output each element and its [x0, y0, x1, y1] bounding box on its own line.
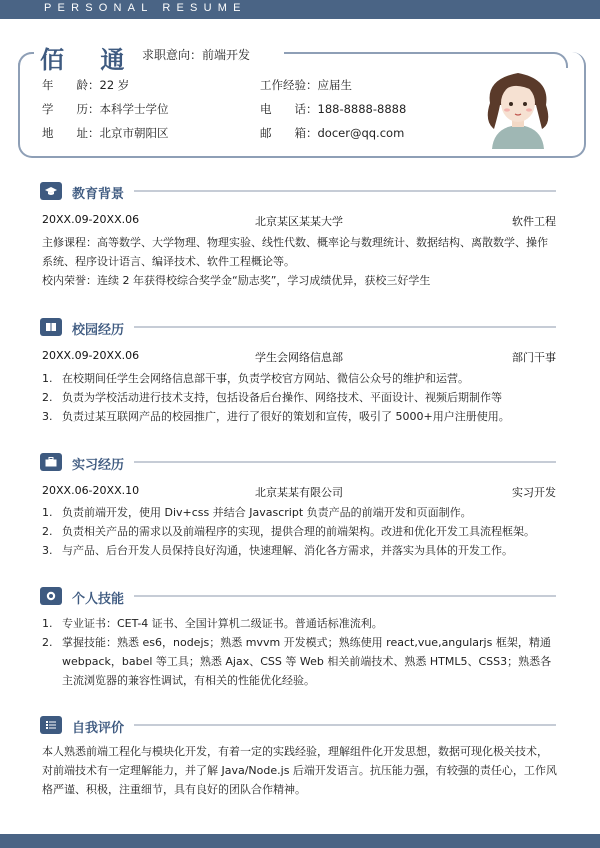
list-text: 与产品、后台开发人员保持良好沟通，快速理解、消化各方需求，并落实为具体的开发工作。 [62, 544, 513, 557]
avatar [476, 65, 560, 149]
campus-title: 校园经历 [72, 323, 125, 338]
education-courses: 主修课程：高等数学、大学物理、物理实验、线性代数、概率论与数理统计、数据结构、离散数学、操作系统、程序设计语言、编译技术、软件工程概论等。 [42, 236, 548, 268]
email-field [260, 125, 404, 141]
list-item [42, 541, 558, 560]
candidate-name: 佰 通 [40, 45, 139, 74]
address-label: 地 址： [42, 126, 100, 140]
medal-icon [40, 587, 62, 605]
book-icon [40, 318, 62, 336]
education-field [42, 101, 169, 117]
education-label: 学 历： [42, 102, 100, 116]
internship-list [42, 503, 558, 560]
list-number: 3. [42, 410, 53, 423]
list-text: 负责相关产品的需求以及前端程序的实现，提供合理的前端架构。改进和优化开发工具流程框架。 [62, 525, 535, 538]
phone-field [260, 101, 406, 117]
list-text: 掌握技能：熟悉 es6，nodejs；熟悉 mvvm 开发模式；熟练使用 react,vue,angularjs 框架，精通 webpack，babel 等工具；熟悉 Ajax、CSS 等 Web 相关前端技术、熟悉 HTML5、CSS3；熟悉各主流浏览器的兼容性调试，有相关的性能优化经验。 [62, 636, 552, 687]
list-item [42, 503, 558, 522]
list-text: 负责前端开发，使用 Div+css 并结合 Javascript 负责产品的前端开发和页面制作。 [62, 506, 472, 519]
internship-title: 实习经历 [72, 458, 125, 473]
briefcase-icon [40, 453, 62, 471]
card-corner [18, 52, 34, 68]
list-item [42, 407, 558, 426]
list-number: 1. [42, 506, 53, 519]
phone-value: 188-8888-8888 [317, 102, 407, 116]
email-value: docer@qq.com [317, 126, 405, 140]
age-label: 年 龄： [42, 78, 100, 92]
banner-text: PERSONAL RESUME [44, 2, 247, 14]
internship-period: 20XX.06-20XX.10 [42, 484, 140, 497]
education-value: 本科学士学位 [99, 102, 169, 116]
email-label: 邮 箱： [260, 126, 318, 140]
divider [134, 595, 556, 597]
list-text: 负责为学校活动进行技术支持，包括设备后台操作、网络技术、平面设计、视频后期制作等 [62, 391, 502, 404]
list-text: 专业证书：CET-4 证书、全国计算机二级证书。普通话标准流利。 [62, 617, 383, 630]
address-value: 北京市朝阳区 [99, 126, 169, 140]
list-text: 在校期间任学生会网络信息部干事，负责学校官方网站、微信公众号的维护和运营。 [62, 372, 469, 385]
list-text: 负责过某互联网产品的校园推广，进行了很好的策划和宣传，吸引了 5000+用户注册使用。 [62, 410, 510, 423]
education-period: 20XX.09-20XX.06 [42, 213, 140, 226]
internship-company: 北京某某有限公司 [255, 486, 343, 499]
bottom-banner [0, 834, 600, 848]
self-eval-text: 本人熟悉前端工程化与模块化开发，有着一定的实践经验，理解组件化开发思想，数据可现化极关技术，对前端技术有一定理解能力，并了解 Java/Node.js 后端开发语言。抗压能力强，有较强的责任心，工作风格严谨、积极，注重细节，具有良好的团队合作精神。 [42, 745, 557, 796]
job-intent-label: 求职意向： [142, 48, 203, 62]
list-icon [40, 716, 62, 734]
job-intent-value: 前端开发 [202, 48, 251, 62]
address-field [42, 125, 169, 141]
list-item [42, 633, 558, 690]
list-item [42, 614, 558, 633]
skills-title: 个人技能 [72, 592, 125, 607]
age-value: 22 岁 [99, 78, 130, 92]
age-field [42, 77, 129, 93]
internship-role: 实习开发 [512, 486, 556, 499]
job-intent [142, 46, 250, 63]
education-honors: 校内荣誉：连续 2 年获得校综合奖学金“励志奖”，学习成绩优异，获校三好学生 [42, 274, 431, 287]
education-school: 北京某区某某大学 [255, 215, 343, 228]
list-number: 2. [42, 636, 53, 649]
list-number: 2. [42, 525, 53, 538]
divider [134, 724, 556, 726]
list-number: 1. [42, 372, 53, 385]
divider [134, 190, 556, 192]
list-number: 3. [42, 544, 53, 557]
phone-label: 电 话： [260, 102, 318, 116]
campus-period: 20XX.09-20XX.06 [42, 349, 140, 362]
campus-role: 部门干事 [512, 351, 556, 364]
experience-field [260, 77, 352, 93]
divider [134, 326, 556, 328]
education-title: 教育背景 [72, 187, 125, 202]
campus-list [42, 369, 558, 426]
education-major: 软件工程 [512, 215, 556, 228]
graduation-cap-icon [40, 182, 62, 200]
list-item [42, 388, 558, 407]
list-item [42, 522, 558, 541]
list-number: 2. [42, 391, 53, 404]
self-eval-title: 自我评价 [72, 721, 125, 736]
skills-list [42, 614, 558, 690]
experience-label: 工作经验： [260, 78, 318, 92]
list-number: 1. [42, 617, 53, 630]
experience-value: 应届生 [317, 78, 352, 92]
divider [134, 461, 556, 463]
list-item [42, 369, 558, 388]
campus-org: 学生会网络信息部 [255, 351, 343, 364]
top-banner [0, 0, 600, 19]
